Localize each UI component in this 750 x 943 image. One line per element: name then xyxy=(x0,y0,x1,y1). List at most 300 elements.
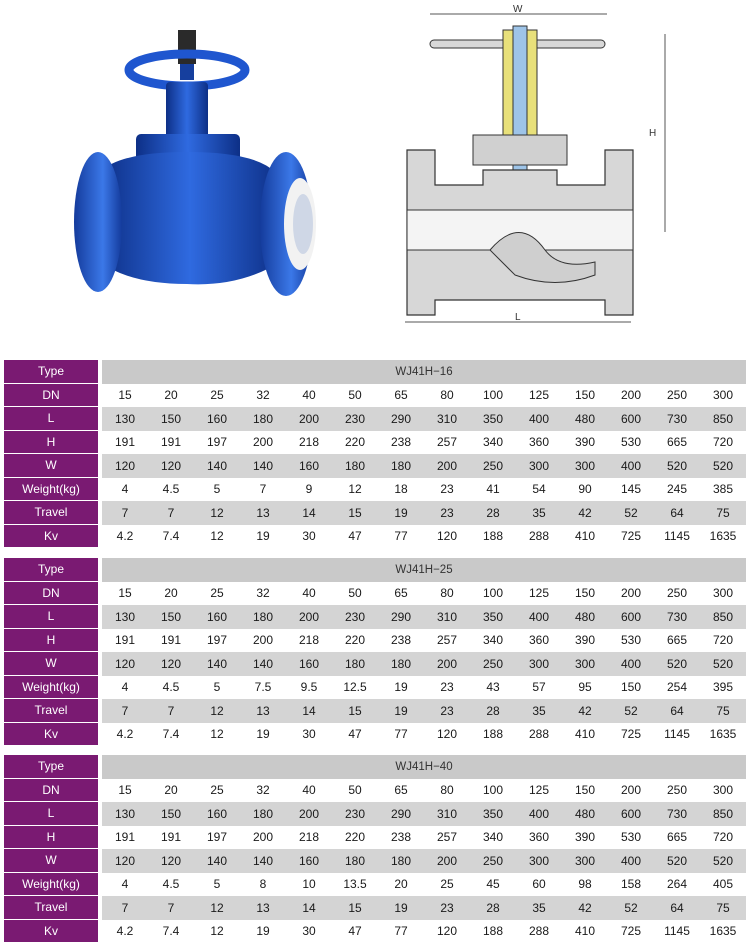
cell: 530 xyxy=(608,629,654,653)
cell: 100 xyxy=(470,582,516,606)
cell: 7.5 xyxy=(240,676,286,700)
cell: 12.5 xyxy=(332,676,378,700)
cell: 250 xyxy=(470,652,516,676)
table-row-l xyxy=(4,407,746,431)
cell: 200 xyxy=(424,454,470,478)
cell: 300 xyxy=(516,652,562,676)
cell: 35 xyxy=(516,501,562,525)
cell: 191 xyxy=(148,629,194,653)
cell: 1635 xyxy=(700,525,746,549)
cell: 720 xyxy=(700,431,746,455)
cell: 41 xyxy=(470,478,516,502)
cell: 30 xyxy=(286,723,332,747)
cell: 730 xyxy=(654,802,700,826)
cell: 50 xyxy=(332,779,378,803)
cell: 65 xyxy=(378,384,424,408)
cell: 520 xyxy=(654,652,700,676)
cell: 64 xyxy=(654,896,700,920)
cell: 200 xyxy=(286,407,332,431)
cell: 180 xyxy=(240,407,286,431)
cell: 150 xyxy=(608,676,654,700)
cell: 288 xyxy=(516,723,562,747)
cell: 300 xyxy=(516,849,562,873)
row-label-type: Type xyxy=(4,360,98,384)
cell: 350 xyxy=(470,802,516,826)
cell: 725 xyxy=(608,920,654,943)
cell: 7.4 xyxy=(148,723,194,747)
cell: 200 xyxy=(424,849,470,873)
row-label: DN xyxy=(4,779,98,803)
cell: 730 xyxy=(654,605,700,629)
cell: 160 xyxy=(286,454,332,478)
cell: 180 xyxy=(378,454,424,478)
cell: 410 xyxy=(562,723,608,747)
cell: 720 xyxy=(700,629,746,653)
cell: 410 xyxy=(562,920,608,943)
row-label: L xyxy=(4,605,98,629)
table-row-w xyxy=(4,849,746,873)
cell: 150 xyxy=(148,407,194,431)
cell: 40 xyxy=(286,582,332,606)
cell: 4.5 xyxy=(148,873,194,897)
cell: 15 xyxy=(102,582,148,606)
dim-w-label: W xyxy=(513,4,523,15)
cell: 340 xyxy=(470,431,516,455)
cell: 4 xyxy=(102,873,148,897)
cell: 150 xyxy=(148,605,194,629)
cell: 42 xyxy=(562,896,608,920)
valve-section-drawing xyxy=(395,0,735,335)
cell: 350 xyxy=(470,605,516,629)
table-row-weight xyxy=(4,873,746,897)
table-row-travel xyxy=(4,896,746,920)
cell: 32 xyxy=(240,384,286,408)
cell: 15 xyxy=(332,896,378,920)
cell: 12 xyxy=(194,723,240,747)
cell: 188 xyxy=(470,920,516,943)
cell: 300 xyxy=(516,454,562,478)
cell: 28 xyxy=(470,896,516,920)
cell: 300 xyxy=(562,652,608,676)
cell: 197 xyxy=(194,629,240,653)
cell: 400 xyxy=(608,652,654,676)
cell: 7.4 xyxy=(148,920,194,943)
cell: 120 xyxy=(424,920,470,943)
table-row-kv xyxy=(4,723,746,747)
cell: 25 xyxy=(194,384,240,408)
cell: 23 xyxy=(424,501,470,525)
cell: 25 xyxy=(194,779,240,803)
cell: 400 xyxy=(608,849,654,873)
cell: 665 xyxy=(654,826,700,850)
cell: 130 xyxy=(102,802,148,826)
cell: 120 xyxy=(148,454,194,478)
cell: 180 xyxy=(378,849,424,873)
row-label: Travel xyxy=(4,501,98,525)
cell: 32 xyxy=(240,582,286,606)
cell: 250 xyxy=(654,779,700,803)
table-row-dn xyxy=(4,779,746,803)
cell: 257 xyxy=(424,826,470,850)
cell: 64 xyxy=(654,501,700,525)
cell: 35 xyxy=(516,896,562,920)
cell: 120 xyxy=(148,849,194,873)
cell: 140 xyxy=(194,849,240,873)
cell: 130 xyxy=(102,407,148,431)
row-label: Weight(kg) xyxy=(4,873,98,897)
row-label: L xyxy=(4,802,98,826)
cell: 300 xyxy=(700,384,746,408)
cell: 23 xyxy=(424,478,470,502)
cell: 180 xyxy=(332,849,378,873)
cell: 200 xyxy=(240,826,286,850)
cell: 32 xyxy=(240,779,286,803)
cell: 230 xyxy=(332,802,378,826)
row-label: DN xyxy=(4,384,98,408)
cell: 160 xyxy=(286,652,332,676)
dim-l-label: L xyxy=(515,312,521,323)
cell: 1145 xyxy=(654,920,700,943)
cell: 238 xyxy=(378,629,424,653)
table-row-travel xyxy=(4,501,746,525)
cell: 400 xyxy=(516,605,562,629)
cell: 75 xyxy=(700,501,746,525)
cell: 1635 xyxy=(700,920,746,943)
cell: 23 xyxy=(424,699,470,723)
cell: 230 xyxy=(332,605,378,629)
cell: 64 xyxy=(654,699,700,723)
cell: 390 xyxy=(562,431,608,455)
cell: 191 xyxy=(148,826,194,850)
row-label: DN xyxy=(4,582,98,606)
cell: 4.5 xyxy=(148,478,194,502)
cell: 188 xyxy=(470,723,516,747)
cell: 257 xyxy=(424,431,470,455)
row-label: H xyxy=(4,431,98,455)
model-name: WJ41H−40 xyxy=(102,755,746,779)
cell: 19 xyxy=(378,896,424,920)
cell: 725 xyxy=(608,525,654,549)
cell: 52 xyxy=(608,699,654,723)
cell: 13 xyxy=(240,501,286,525)
cell: 50 xyxy=(332,384,378,408)
cell: 4.2 xyxy=(102,723,148,747)
cell: 120 xyxy=(424,723,470,747)
cell: 350 xyxy=(470,407,516,431)
row-label: Weight(kg) xyxy=(4,676,98,700)
cell: 47 xyxy=(332,723,378,747)
cell: 200 xyxy=(286,605,332,629)
cell: 385 xyxy=(700,478,746,502)
cell: 300 xyxy=(562,454,608,478)
cell: 191 xyxy=(102,629,148,653)
cell: 480 xyxy=(562,802,608,826)
cell: 140 xyxy=(240,454,286,478)
cell: 1635 xyxy=(700,723,746,747)
cell: 390 xyxy=(562,629,608,653)
cell: 600 xyxy=(608,605,654,629)
cell: 15 xyxy=(332,501,378,525)
cell: 52 xyxy=(608,501,654,525)
cell: 140 xyxy=(240,849,286,873)
cell: 600 xyxy=(608,802,654,826)
cell: 180 xyxy=(332,652,378,676)
cell: 400 xyxy=(516,802,562,826)
cell: 160 xyxy=(194,802,240,826)
cell: 850 xyxy=(700,407,746,431)
cell: 15 xyxy=(102,384,148,408)
cell: 238 xyxy=(378,431,424,455)
cell: 52 xyxy=(608,896,654,920)
cell: 405 xyxy=(700,873,746,897)
cell: 200 xyxy=(608,779,654,803)
cell: 410 xyxy=(562,525,608,549)
cell: 200 xyxy=(608,582,654,606)
cell: 200 xyxy=(240,431,286,455)
cell: 20 xyxy=(148,384,194,408)
model-name: WJ41H−16 xyxy=(102,360,746,384)
cell: 288 xyxy=(516,525,562,549)
cell: 19 xyxy=(378,501,424,525)
cell: 725 xyxy=(608,723,654,747)
cell: 120 xyxy=(102,454,148,478)
cell: 600 xyxy=(608,407,654,431)
cell: 25 xyxy=(194,582,240,606)
cell: 14 xyxy=(286,501,332,525)
row-label: H xyxy=(4,629,98,653)
table-row-weight xyxy=(4,478,746,502)
model-name: WJ41H−25 xyxy=(102,558,746,582)
cell: 75 xyxy=(700,896,746,920)
cell: 400 xyxy=(608,454,654,478)
cell: 100 xyxy=(470,779,516,803)
cell: 180 xyxy=(332,454,378,478)
cell: 19 xyxy=(240,920,286,943)
cell: 12 xyxy=(194,920,240,943)
cell: 200 xyxy=(608,384,654,408)
cell: 220 xyxy=(332,629,378,653)
cell: 310 xyxy=(424,407,470,431)
cell: 158 xyxy=(608,873,654,897)
cell: 250 xyxy=(470,454,516,478)
cell: 300 xyxy=(700,779,746,803)
cell: 15 xyxy=(332,699,378,723)
row-label: Travel xyxy=(4,896,98,920)
table-row-h xyxy=(4,826,746,850)
cell: 257 xyxy=(424,629,470,653)
cell: 520 xyxy=(654,454,700,478)
cell: 665 xyxy=(654,431,700,455)
cell: 28 xyxy=(470,501,516,525)
cell: 19 xyxy=(240,723,286,747)
cell: 200 xyxy=(240,629,286,653)
table-row-travel xyxy=(4,699,746,723)
table-row-w xyxy=(4,454,746,478)
table-row-kv xyxy=(4,920,746,943)
cell: 95 xyxy=(562,676,608,700)
cell: 160 xyxy=(286,849,332,873)
cell: 35 xyxy=(516,699,562,723)
cell: 8 xyxy=(240,873,286,897)
cell: 12 xyxy=(194,896,240,920)
cell: 5 xyxy=(194,478,240,502)
cell: 191 xyxy=(102,826,148,850)
row-label: Kv xyxy=(4,920,98,943)
valve-photo xyxy=(60,22,340,312)
cell: 264 xyxy=(654,873,700,897)
cell: 4.2 xyxy=(102,525,148,549)
cell: 720 xyxy=(700,826,746,850)
cell: 150 xyxy=(562,779,608,803)
row-label: Travel xyxy=(4,699,98,723)
cell: 19 xyxy=(240,525,286,549)
cell: 145 xyxy=(608,478,654,502)
cell: 125 xyxy=(516,779,562,803)
cell: 200 xyxy=(286,802,332,826)
cell: 197 xyxy=(194,826,240,850)
cell: 9.5 xyxy=(286,676,332,700)
cell: 65 xyxy=(378,779,424,803)
cell: 14 xyxy=(286,699,332,723)
cell: 191 xyxy=(102,431,148,455)
cell: 77 xyxy=(378,920,424,943)
cell: 7 xyxy=(102,699,148,723)
cell: 520 xyxy=(654,849,700,873)
cell: 120 xyxy=(148,652,194,676)
table-row-h xyxy=(4,629,746,653)
cell: 40 xyxy=(286,779,332,803)
cell: 218 xyxy=(286,431,332,455)
table-row-l xyxy=(4,605,746,629)
cell: 850 xyxy=(700,802,746,826)
cell: 23 xyxy=(424,896,470,920)
dim-h-label: H xyxy=(649,128,656,139)
cell: 120 xyxy=(102,652,148,676)
cell: 77 xyxy=(378,525,424,549)
cell: 191 xyxy=(148,431,194,455)
cell: 7 xyxy=(148,501,194,525)
cell: 395 xyxy=(700,676,746,700)
cell: 5 xyxy=(194,676,240,700)
row-label: W xyxy=(4,454,98,478)
cell: 45 xyxy=(470,873,516,897)
cell: 40 xyxy=(286,384,332,408)
cell: 220 xyxy=(332,826,378,850)
cell: 160 xyxy=(194,407,240,431)
cell: 180 xyxy=(240,605,286,629)
cell: 520 xyxy=(700,849,746,873)
cell: 25 xyxy=(424,873,470,897)
cell: 80 xyxy=(424,384,470,408)
cell: 288 xyxy=(516,920,562,943)
cell: 12 xyxy=(194,525,240,549)
cell: 42 xyxy=(562,501,608,525)
cell: 20 xyxy=(148,779,194,803)
cell: 90 xyxy=(562,478,608,502)
row-label: Kv xyxy=(4,525,98,549)
cell: 530 xyxy=(608,431,654,455)
cell: 15 xyxy=(102,779,148,803)
cell: 47 xyxy=(332,920,378,943)
cell: 360 xyxy=(516,629,562,653)
cell: 7 xyxy=(102,896,148,920)
cell: 4.2 xyxy=(102,920,148,943)
cell: 9 xyxy=(286,478,332,502)
cell: 300 xyxy=(700,582,746,606)
cell: 250 xyxy=(654,582,700,606)
cell: 18 xyxy=(378,478,424,502)
cell: 12 xyxy=(194,501,240,525)
cell: 12 xyxy=(194,699,240,723)
cell: 30 xyxy=(286,920,332,943)
cell: 290 xyxy=(378,802,424,826)
cell: 130 xyxy=(102,605,148,629)
cell: 57 xyxy=(516,676,562,700)
cell: 19 xyxy=(378,676,424,700)
cell: 254 xyxy=(654,676,700,700)
cell: 77 xyxy=(378,723,424,747)
cell: 47 xyxy=(332,525,378,549)
cell: 120 xyxy=(424,525,470,549)
cell: 42 xyxy=(562,699,608,723)
spec-table-1 xyxy=(4,360,746,548)
cell: 218 xyxy=(286,826,332,850)
cell: 150 xyxy=(562,582,608,606)
cell: 60 xyxy=(516,873,562,897)
table-row-l xyxy=(4,802,746,826)
cell: 300 xyxy=(562,849,608,873)
cell: 28 xyxy=(470,699,516,723)
cell: 125 xyxy=(516,384,562,408)
cell: 340 xyxy=(470,629,516,653)
cell: 100 xyxy=(470,384,516,408)
row-label-type: Type xyxy=(4,755,98,779)
row-label-type: Type xyxy=(4,558,98,582)
table-row-dn xyxy=(4,384,746,408)
row-label: L xyxy=(4,407,98,431)
row-label: Weight(kg) xyxy=(4,478,98,502)
cell: 20 xyxy=(148,582,194,606)
cell: 310 xyxy=(424,605,470,629)
cell: 1145 xyxy=(654,525,700,549)
cell: 140 xyxy=(194,454,240,478)
cell: 150 xyxy=(148,802,194,826)
cell: 200 xyxy=(424,652,470,676)
cell: 197 xyxy=(194,431,240,455)
cell: 150 xyxy=(562,384,608,408)
cell: 290 xyxy=(378,407,424,431)
cell: 80 xyxy=(424,582,470,606)
cell: 10 xyxy=(286,873,332,897)
cell: 7 xyxy=(148,699,194,723)
spec-table-2 xyxy=(4,558,746,746)
cell: 360 xyxy=(516,431,562,455)
cell: 13 xyxy=(240,896,286,920)
cell: 120 xyxy=(102,849,148,873)
cell: 7 xyxy=(148,896,194,920)
cell: 43 xyxy=(470,676,516,700)
cell: 7 xyxy=(102,501,148,525)
cell: 7.4 xyxy=(148,525,194,549)
table-row-kv xyxy=(4,525,746,549)
cell: 188 xyxy=(470,525,516,549)
spec-table-3 xyxy=(4,755,746,943)
table-row-w xyxy=(4,652,746,676)
cell: 5 xyxy=(194,873,240,897)
cell: 14 xyxy=(286,896,332,920)
cell: 520 xyxy=(700,454,746,478)
table-row-dn xyxy=(4,582,746,606)
